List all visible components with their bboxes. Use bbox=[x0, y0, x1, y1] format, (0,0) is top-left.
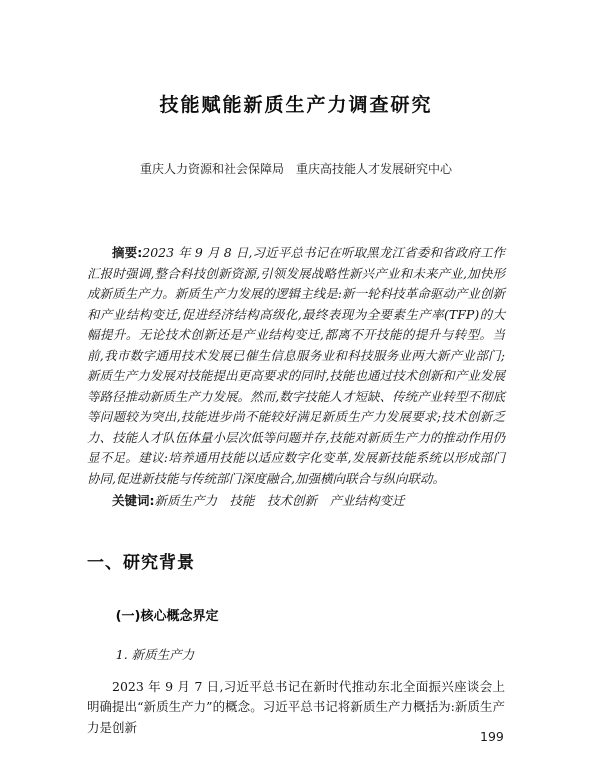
page-number: 199 bbox=[480, 729, 504, 744]
page-title: 技能赋能新质生产力调查研究 bbox=[159, 94, 433, 116]
text-column bbox=[87, 93, 505, 738]
section-heading-research-background: 一、研究背景 bbox=[87, 552, 195, 573]
abstract-paragraph bbox=[87, 243, 505, 489]
keywords-label: 关键词: bbox=[112, 493, 155, 508]
subsubsection-heading-new-productive-forces: 1. 新质生产力 bbox=[115, 646, 195, 662]
author-line: 重庆人力资源和社会保障局 重庆高技能人才发展研究中心 bbox=[139, 162, 452, 176]
abstract-text: 2023 年 9 月 8 日,习近平总书记在听取黑龙江省委和省政府工作汇报时强调,整合科技创新资源,引领发展战略性新兴产业和未来产业,加快形成新质生产力。新质生产力发展的逻辑主线是:新一轮科技革命驱动产业创新和产业结构变迁,促进经济结构高级化,最终表现为全要素生产率(TFP)的大幅提升。无论技术创新还是产业结构变迁,都离不开技能的提升与转型。当前,我市数字通用技术发展已催生信息服务业和科技服务业两大新产业部门;新质生产力发展对技能提出更高要求的同时,技能也通过技术创新和产业发展等路径推动新质生产力发展。然而,数字技能人才短缺、传统产业转型不彻底等问题较为突出,技能进步尚不能较好满足新质生产力发展要求;技术创新乏力、技能人才队伍体量小层次低等问题并存,技能对新质生产力的推动作用仍显不足。建议:培养通用技能以适应数字化变革,发展新技能系统以形成部门协同,促进新技能与传统部门深度融合,加强横向联合与纵向联动。 bbox=[87, 245, 505, 486]
subsection-heading-core-concepts: (一)核心概念界定 bbox=[115, 608, 219, 624]
body-paragraph: 2023 年 9 月 7 日,习近平总书记在新时代推动东北全面振兴座谈会上明确提出“新质生产力”的概念。习近平总书记将新质生产力概括为:新质生产力是创新 bbox=[87, 678, 505, 735]
keywords-line bbox=[87, 491, 505, 512]
abstract-label: 摘要: bbox=[112, 245, 143, 260]
keywords-text: 新质生产力 技能 技术创新 产业结构变迁 bbox=[154, 493, 405, 508]
